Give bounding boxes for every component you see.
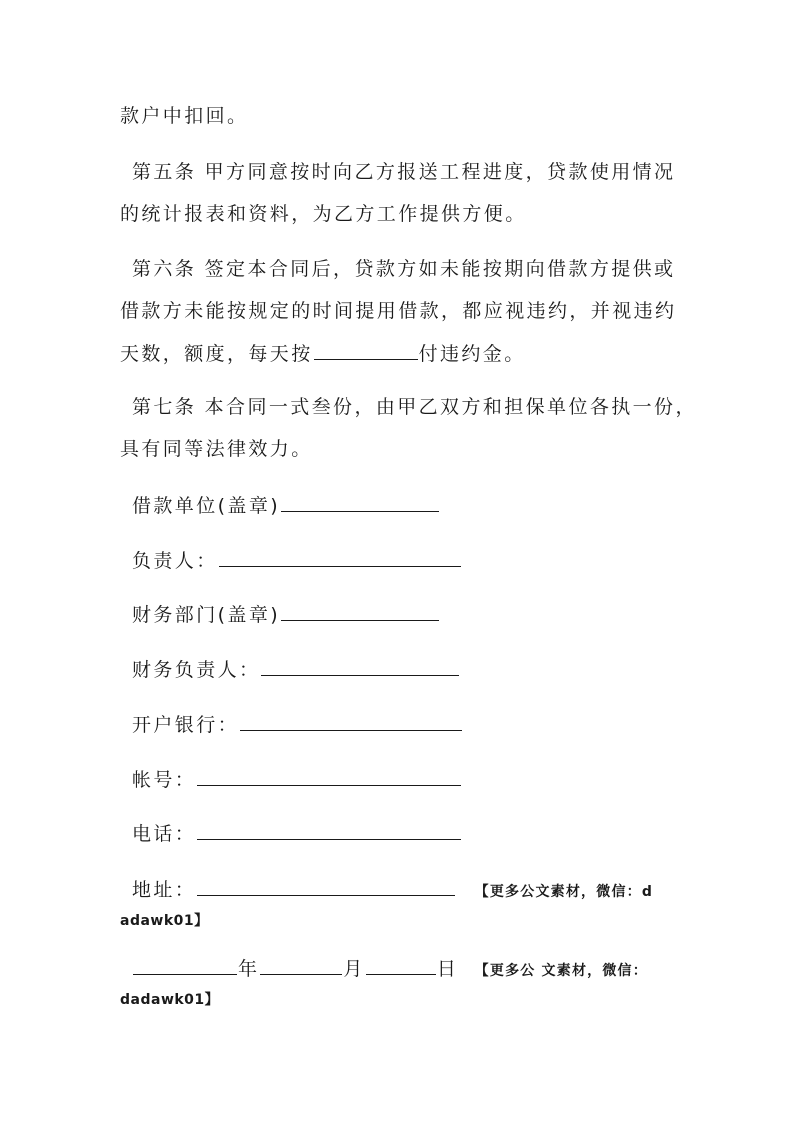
text: 第七条 本合同一式叁份，由甲乙双方和担保单位各执一份， <box>132 396 697 418</box>
fill-blank <box>281 602 439 621</box>
signature-account <box>132 767 462 792</box>
fill-blank <box>197 767 461 786</box>
text: 付违约金。 <box>418 343 526 365</box>
fill-blank <box>281 493 439 512</box>
paragraph-line <box>120 104 248 128</box>
text: 款户中扣回。 <box>120 105 249 127</box>
article-5-line-2 <box>120 202 527 226</box>
article-6-line-3 <box>120 341 526 366</box>
label: 财务负责人： <box>132 659 261 681</box>
fill-blank <box>133 956 237 975</box>
text: 借款方未能按规定的时间提用借款，都应视违约，并视违约 <box>120 300 677 322</box>
text: 第六条 签定本合同后，贷款方如未能按期向借款方提供或 <box>132 258 676 280</box>
fill-blank <box>314 341 418 360</box>
text: 第五条 甲方同意按时向乙方报送工程进度，贷款使用情况 <box>132 161 676 183</box>
label: 借款单位(盖章) <box>132 495 281 517</box>
signature-finance-dept <box>132 602 440 627</box>
article-6-line-2 <box>120 299 676 323</box>
signature-person <box>132 548 462 573</box>
text: 具有同等法律效力。 <box>120 438 313 460</box>
signature-borrower <box>132 493 440 518</box>
text: adawk01】 <box>120 913 209 929</box>
fill-blank <box>260 956 342 975</box>
label: 月 <box>343 958 365 980</box>
promo-note-continuation <box>120 911 209 931</box>
fill-blank <box>197 877 455 896</box>
label: 年 <box>238 958 260 980</box>
article-5-line-1 <box>132 160 675 184</box>
date-line <box>132 956 648 983</box>
promo-note: 【更多公文素材，微信：d <box>474 884 654 900</box>
article-7-line-2 <box>120 437 313 461</box>
promo-note: 【更多公 文素材，微信： <box>474 963 648 979</box>
fill-blank <box>366 956 436 975</box>
label: 财务部门(盖章) <box>132 604 281 626</box>
fill-blank <box>261 657 459 676</box>
signature-finance-person <box>132 657 460 682</box>
label: 日 <box>436 958 459 980</box>
fill-blank <box>219 548 461 567</box>
text: 的统计报表和资料，为乙方工作提供方便。 <box>120 203 527 225</box>
fill-blank <box>197 821 461 840</box>
signature-address <box>132 877 653 904</box>
text: 天数，额度，每天按 <box>120 343 313 365</box>
signature-bank <box>132 712 463 737</box>
label: 负责人： <box>132 550 218 572</box>
fill-blank <box>240 712 462 731</box>
text: dadawk01】 <box>120 992 220 1008</box>
label: 地址： <box>132 879 197 901</box>
label: 电话： <box>132 823 197 845</box>
label: 开户银行： <box>132 714 240 736</box>
label: 帐号： <box>132 769 197 791</box>
article-6-line-1 <box>132 257 675 281</box>
signature-phone <box>132 821 462 846</box>
promo-note-continuation <box>120 990 219 1010</box>
article-7-line-1 <box>132 395 697 419</box>
